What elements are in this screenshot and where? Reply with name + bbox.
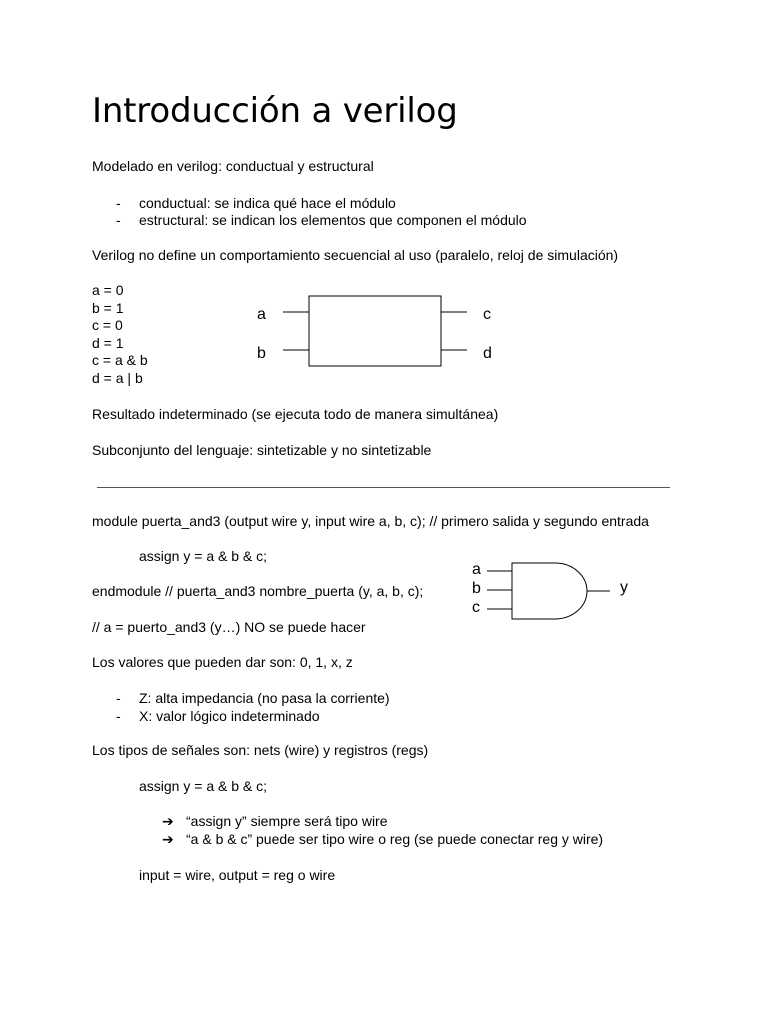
verilog-note: Verilog no define un comportamiento secuencial al uso (paralelo, reloj de simulación) (92, 247, 619, 263)
list-item: Z: alta impedancia (no pasa la corriente) (139, 690, 390, 706)
bullet-dash: - (116, 212, 121, 228)
block-output-c-label: c (483, 306, 491, 323)
endmodule-line: endmodule // puerta_and3 nombre_puerta (y, a, b, c); (92, 583, 424, 599)
block-output-d-label: d (483, 345, 492, 362)
list-item: c = 0 (92, 317, 123, 334)
list-item: a = 0 (92, 282, 124, 298)
bullet-dash: - (116, 690, 121, 706)
bullet-dash: - (116, 708, 121, 724)
list-item: estructural: se indican los elementos que componen el módulo (139, 212, 527, 228)
values-line: Los valores que pueden dar son: 0, 1, x, z (92, 654, 353, 670)
list-item: conductual: se indica qué hace el módulo (139, 195, 396, 211)
comment-line: // a = puerto_and3 (y…) NO se puede hacer (92, 619, 366, 635)
arrow-bullet-icon: ➔ (162, 813, 174, 829)
assign-line: assign y = a & b & c; (139, 778, 268, 794)
and-gate-body (512, 563, 587, 619)
page-title: Introducción a verilog (92, 91, 458, 131)
list-item: b = 1 (92, 299, 124, 316)
intro-paragraph: Modelado en verilog: conductual y estructural (92, 158, 374, 174)
list-item: “a & b & c” puede ser tipo wire o reg (se puede conectar reg y wire) (186, 831, 604, 847)
io-line: input = wire, output = reg o wire (139, 867, 336, 883)
list-item: d = 1 (92, 334, 124, 351)
list-item: X: valor lógico indeterminado (139, 708, 320, 724)
module-line: module puerta_and3 (output wire y, input wire a, b, c); // primero salida y segundo entrada (92, 513, 649, 529)
list-item: “assign y” siempre será tipo wire (186, 813, 388, 829)
gate-input-a-label: a (472, 561, 481, 578)
block-input-b-label: b (257, 345, 266, 362)
result-paragraph: Resultado indeterminado (se ejecuta todo de manera simultánea) (92, 406, 499, 422)
signals-line: Los tipos de señales son: nets (wire) y registros (regs) (92, 742, 429, 758)
assign-line: assign y = a & b & c; (139, 548, 268, 564)
gate-output-y-label: y (620, 579, 628, 596)
list-item: c = a & b (92, 352, 148, 369)
bullet-dash: - (116, 195, 121, 211)
gate-input-b-label: b (472, 580, 481, 597)
list-item: d = a | b (92, 369, 143, 386)
arrow-bullet-icon: ➔ (162, 831, 174, 847)
gate-input-c-label: c (472, 599, 480, 616)
subset-paragraph: Subconjunto del lenguaje: sintetizable y no sintetizable (92, 442, 432, 458)
block-input-a-label: a (257, 306, 266, 323)
